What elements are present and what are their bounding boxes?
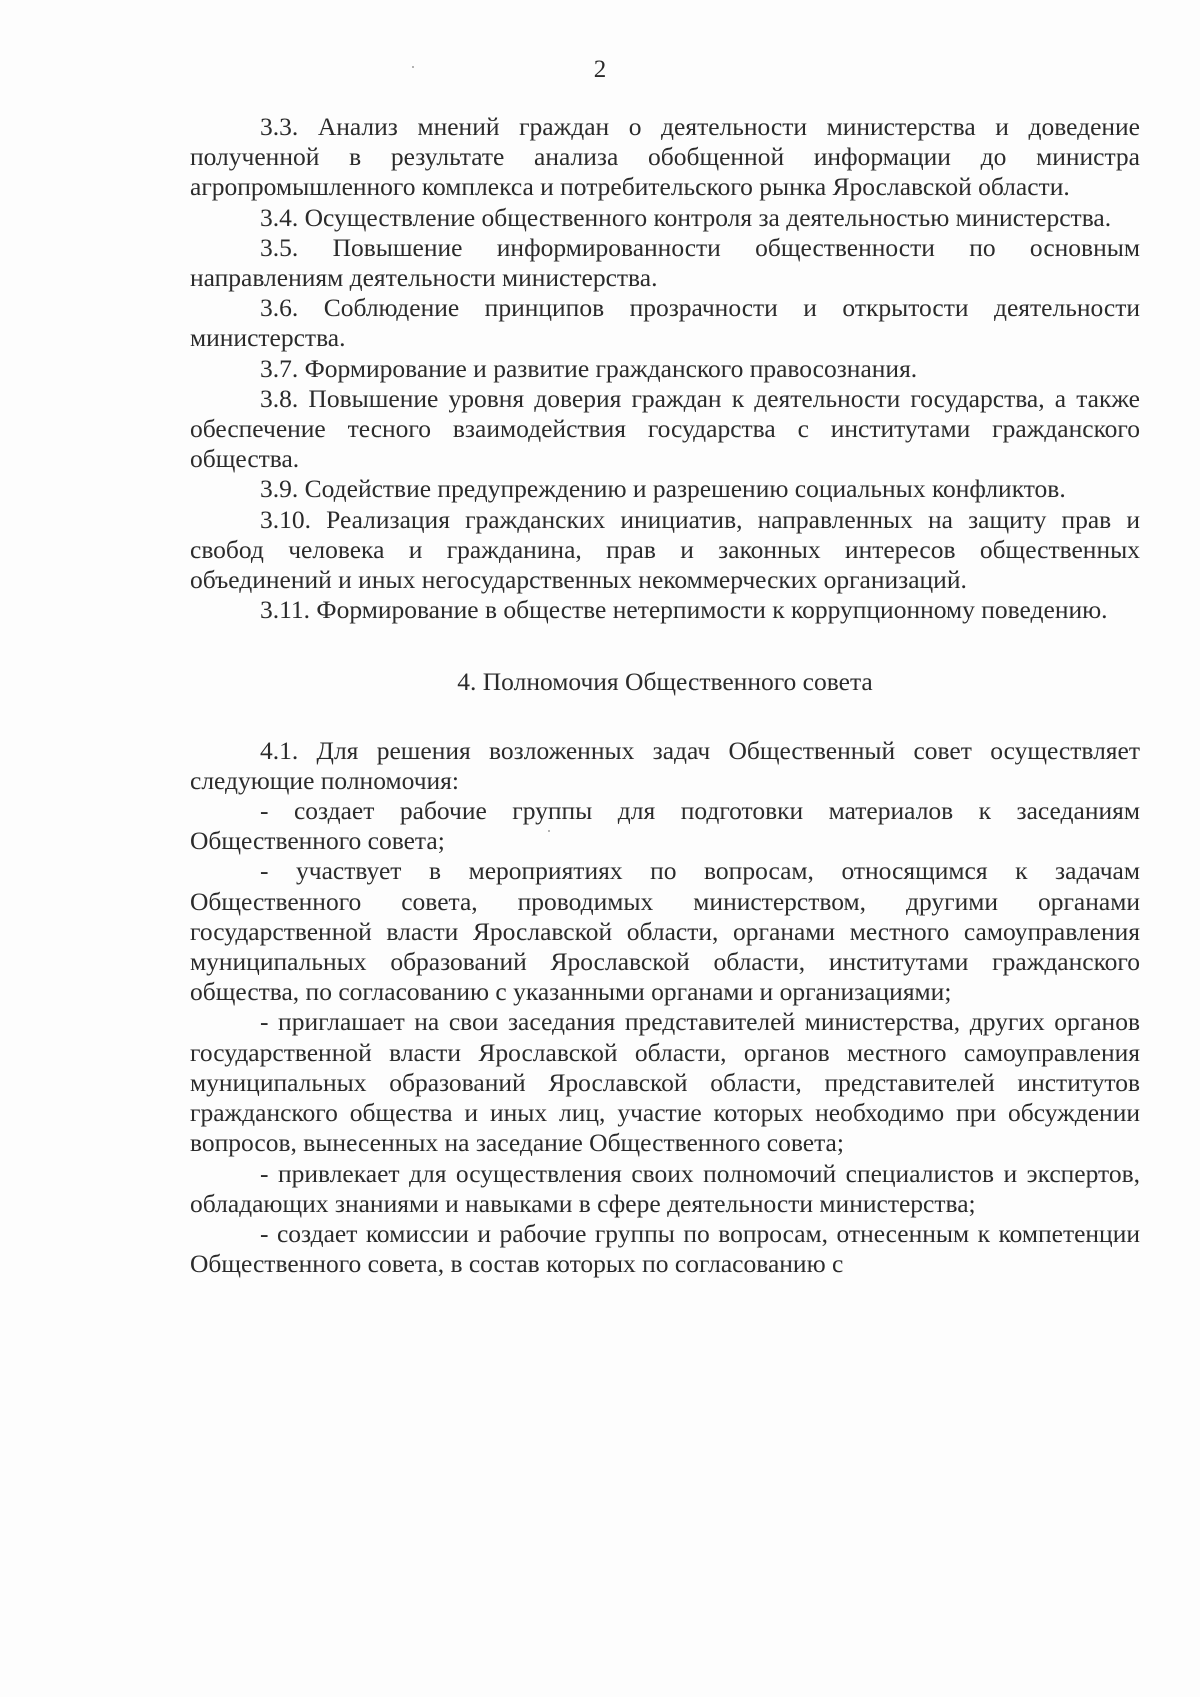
- paragraph-3-9: 3.9. Содействие предупреждению и разрешению социальных конфликтов.: [260, 474, 1066, 504]
- page-number: 2: [593, 56, 607, 83]
- paragraph-3-8: 3.8. Повышение уровня доверия граждан к деятельности государства, а также обеспечение тесного взаимодействия государства с институтами гражданского общества.: [190, 383, 1140, 474]
- paragraph-3-10: 3.10. Реализация гражданских инициатив, направленных на защиту прав и свобод человека и гражданина, прав и законных интересов общественных объединений и иных негосударственных некоммерческих организаций.: [190, 504, 1140, 595]
- document-body: [190, 112, 1140, 1279]
- list-item: - приглашает на свои заседания представителей министерства, других органов государственной власти Ярославской области, органов местного самоуправления муниципальных образований Ярославской области, представителей институтов гражданского общества и иных лиц, участие которых необходимо при обсуждении вопросов, вынесенных на заседание Общественного совета;: [190, 1007, 1140, 1158]
- list-item: - участвует в мероприятиях по вопросам, относящимся к задачам Общественного совета, проводимых министерством, другими органами государственной власти Ярославской области, органами местного самоуправления муниципальных образований Ярославской области, институтами гражданского общества, по согласованию с указанными органами и организациями;: [190, 856, 1140, 1007]
- list-item: - привлекает для осуществления своих полномочий специалистов и экспертов, обладающих знаниями и навыками в сфере деятельности министерства;: [190, 1158, 1140, 1218]
- list-item: - создает рабочие группы для подготовки материалов к заседаниям Общественного совета;: [190, 796, 1140, 856]
- paragraph-3-3: 3.3. Анализ мнений граждан о деятельности министерства и доведение полученной в результате анализа обобщенной информации до министра агропромышленного комплекса и потребительского рынка Ярославской области.: [190, 112, 1140, 202]
- paragraph-3-5: 3.5. Повышение информированности общественности по основным направлениям деятельности министерства.: [190, 232, 1140, 293]
- paragraph-3-11: 3.11. Формирование в обществе нетерпимости к коррупционному поведению.: [260, 595, 1108, 625]
- paragraph-3-7: 3.7. Формирование и развитие гражданского правосознания.: [260, 353, 918, 383]
- list-item: - создает комиссии и рабочие группы по вопросам, отнесенным к компетенции Общественного совета, в состав которых по согласованию с: [190, 1218, 1140, 1279]
- paragraph-4-1: 4.1. Для решения возложенных задач Общественный совет осуществляет следующие полномочия:: [190, 735, 1140, 795]
- scan-speck: [412, 66, 414, 68]
- paragraph-3-4: 3.4. Осуществление общественного контроля за деятельностью министерства.: [260, 202, 1112, 232]
- paragraph-3-6: 3.6. Соблюдение принципов прозрачности и открытости деятельности министерства.: [190, 293, 1140, 353]
- section-4-heading: 4. Полномочия Общественного совета: [457, 667, 873, 697]
